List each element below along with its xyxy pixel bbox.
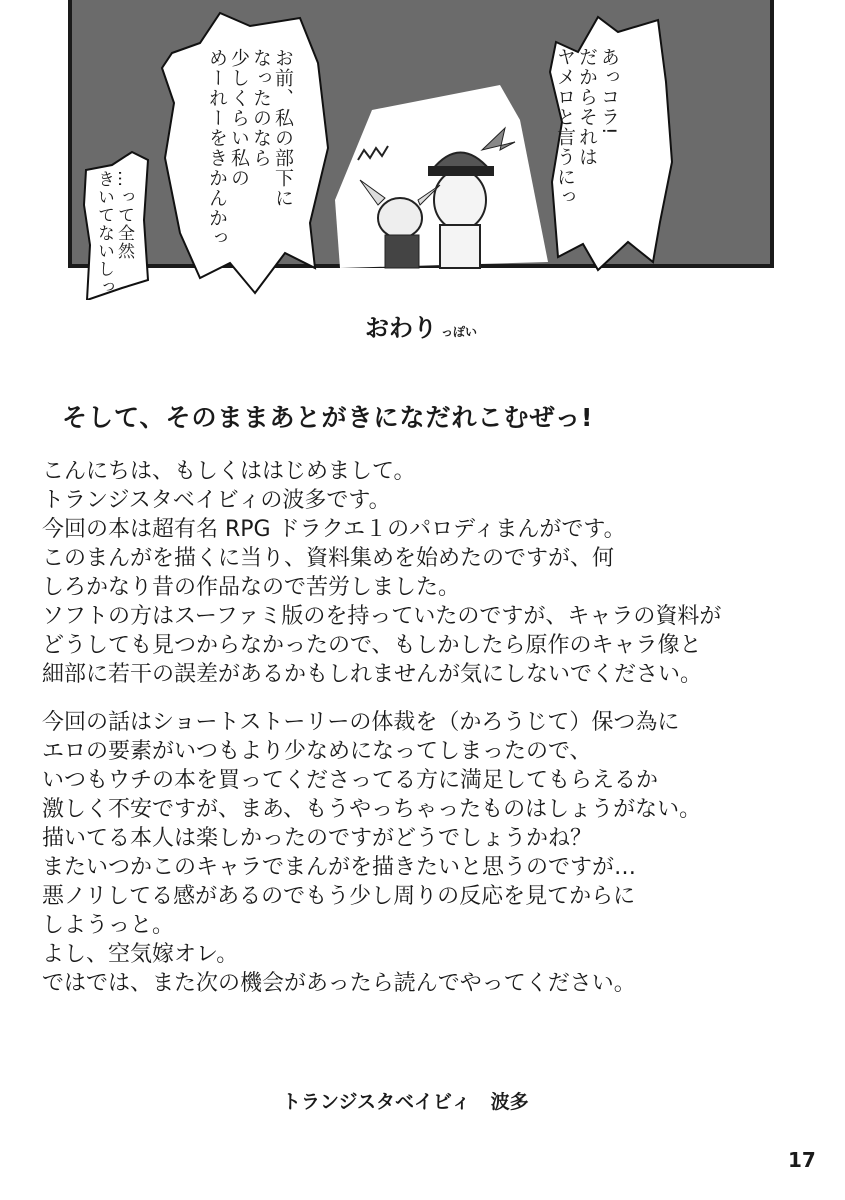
body-line: 細部に若干の誤差があるかもしれませんが気にしないでください。 [42,662,703,687]
body-line: 今回の話はショートストーリーの体裁を（かろうじて）保つ為に [42,710,680,735]
body-line: 悪ノリしてる感があるのでもう少し周りの反応を見てからに [42,884,636,909]
body-line: 描いてる本人は楽しかったのですがどうでしょうかね？ [42,826,593,851]
page-number: 17 [788,1148,816,1172]
speech-text-left-1: …って全然 [114,170,134,260]
speech-bubble-middle [160,8,330,298]
ending-caption [365,308,477,343]
speech-bubble-right [548,12,673,274]
body-line: こんにちは、もしくははじめまして。 [42,459,416,484]
body-line: しろかなり昔の作品なので苦労しました。 [42,575,461,600]
body-line: よし、空気嫁オレ。 [42,942,239,967]
speech-bubble-left [82,150,152,300]
body-line: トランジスタベイビィの波多です。 [42,488,391,513]
speech-text-right-2: だからそれは [576,47,598,167]
body-line: このまんがを描くに当り、資料集めを始めたのですが、何 [42,546,615,571]
afterword-heading: そして、そのままあとがきになだれこむぜっ! [62,403,594,432]
body-line: いつもウチの本を買ってくださってる方に満足してもらえるか [42,768,659,793]
speech-text-middle-2: なったのなら [250,48,272,168]
body-line: ソフトの方はスーファミ版のを持っていたのですが、キャラの資料が [42,604,722,629]
body-line: ではでは、また次の機会があったら読んでやってください。 [42,971,636,996]
body-line: 激しく不安ですが、まあ、もうやっちゃったものはしょうがない。 [42,797,702,822]
speech-text-right-1: あっコラ! [598,47,620,136]
body-line: どうしても見つからなかったので、もしかしたら原作のキャラ像と [42,633,702,658]
afterword-body [42,457,721,998]
speech-text-middle-1: お前、私の部下に [272,48,294,208]
ending-main: おわり [365,314,437,342]
speech-text-right-3: ヤメロと言うにっ [554,47,576,207]
signature [282,1087,529,1114]
signature-author: 波多 [490,1091,529,1113]
body-line: またいつかこのキャラでまんがを描きたいと思うのですが… [42,855,637,880]
ending-sub: っぽい [441,325,478,339]
signature-circle: トランジスタベイビィ [282,1091,471,1113]
speech-text-middle-4: めーれーをきかんかっ [206,48,228,248]
body-line: エロの要素がいつもより少なめになってしまったので、 [42,739,592,764]
speech-text-left-2: きいてないしっ [94,170,114,296]
speech-text-middle-3: 少しくらい私の [228,48,250,188]
body-line: 今回の本は超有名 RPG ドラクエ１のパロディまんがです。 [42,517,626,542]
body-line: しようっと。 [42,913,175,938]
